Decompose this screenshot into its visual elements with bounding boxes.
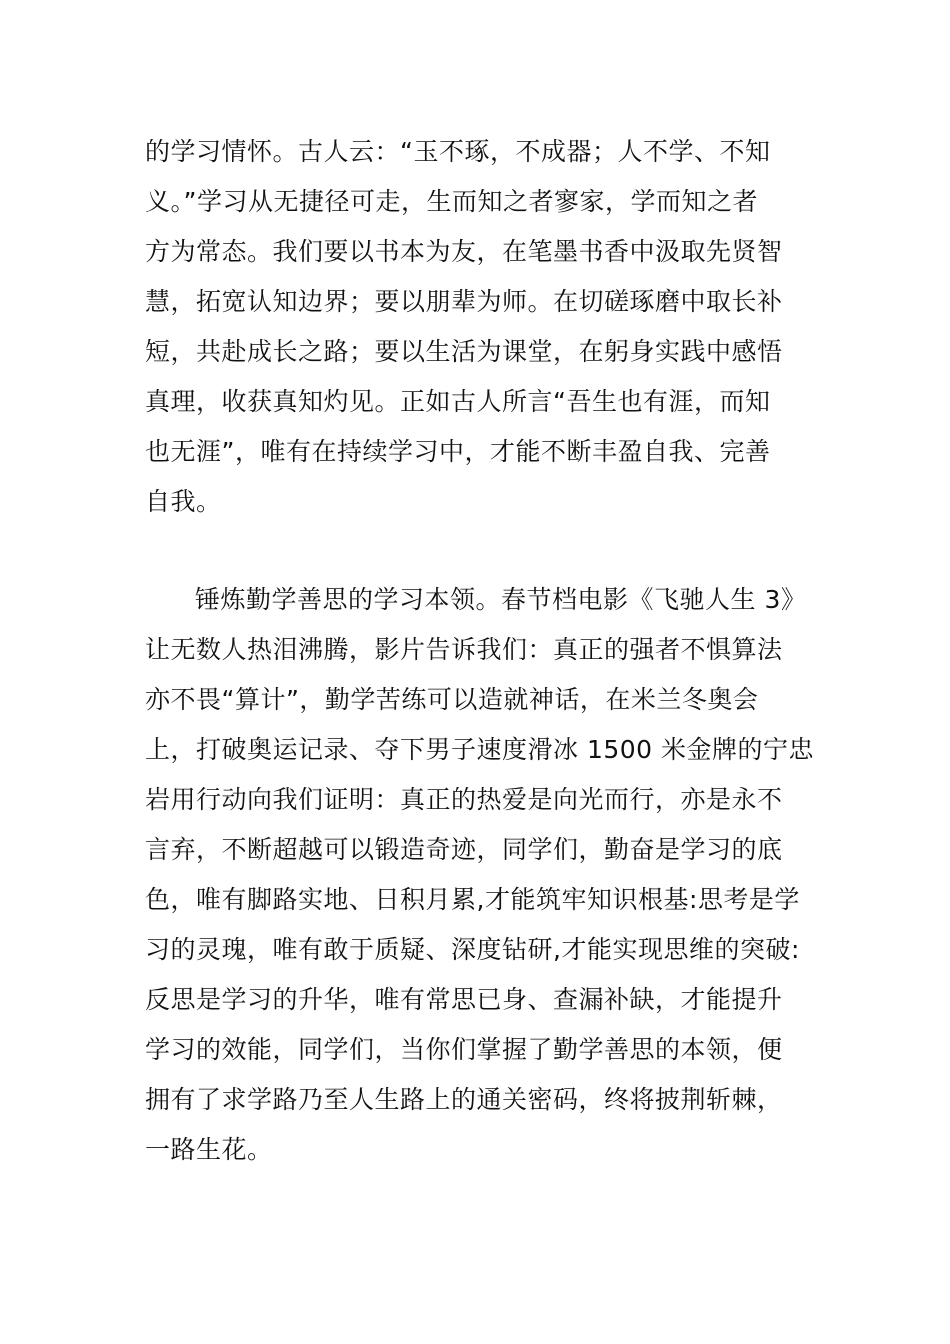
paragraph-1-line: 自我。	[145, 487, 222, 516]
paragraph-2-line: 一路生花。	[145, 1135, 273, 1164]
paragraph-2-line: 亦不畏“算计”，勤学苦练可以造就神话，在米兰冬奥会	[145, 685, 759, 714]
paragraph-1-line: 真理，收获真知灼见。正如古人所言“吾生也有涯，而知	[145, 387, 771, 416]
paragraph-1-line: 方为常态。我们要以书本为友，在笔墨书香中汲取先贤智	[145, 237, 783, 266]
paragraph-1-line: 的学习情怀。古人云：“玉不琢，不成器；人不学、不知	[145, 137, 771, 166]
paragraph-1-line: 也无涯”，唯有在持续学习中，才能不断丰盈自我、完善	[145, 437, 771, 466]
paragraph-2-line: 让无数人热泪沸腾，影片告诉我们：真正的强者不惧算法	[145, 635, 783, 664]
paragraph-2-heading-line: 锤炼勤学善思的学习本领。春节档电影《飞驰人生 3》	[195, 585, 807, 614]
paragraph-2-line: 言弃，不断超越可以锻造奇迹，同学们，勤奋是学习的底	[145, 835, 783, 864]
paragraph-2-line: 色，唯有脚路实地、日积月累,才能筑牢知识根基:思考是学	[145, 885, 800, 914]
paragraph-1-line: 义。”学习从无捷径可走，生而知之者寥家，学而知之者	[145, 187, 758, 216]
paragraph-2-line: 学习的效能，同学们，当你们掌握了勤学善思的本领，便	[145, 1035, 783, 1064]
paragraph-2-line: 习的灵瑰，唯有敢于质疑、深度钻研,才能实现思维的突破:	[145, 935, 800, 964]
paragraph-1-line: 慧，拓宽认知边界；要以朋辈为师。在切磋琢磨中取长补	[145, 287, 783, 316]
paragraph-2-line: 上，打破奥运记录、夺下男子速度滑冰 1500 米金牌的宁忠	[145, 735, 815, 764]
paragraph-2-line: 反思是学习的升华，唯有常思已身、查漏补缺，才能提升	[145, 985, 783, 1014]
paragraph-2-line: 拥有了求学路乃至人生路上的通关密码，终将披荆斩棘，	[145, 1085, 783, 1114]
paragraph-2-line: 岩用行动向我们证明：真正的热爱是向光而行，亦是永不	[145, 785, 783, 814]
paragraph-1-line: 短，共赴成长之路；要以生活为课堂，在躬身实践中感悟	[145, 337, 783, 366]
